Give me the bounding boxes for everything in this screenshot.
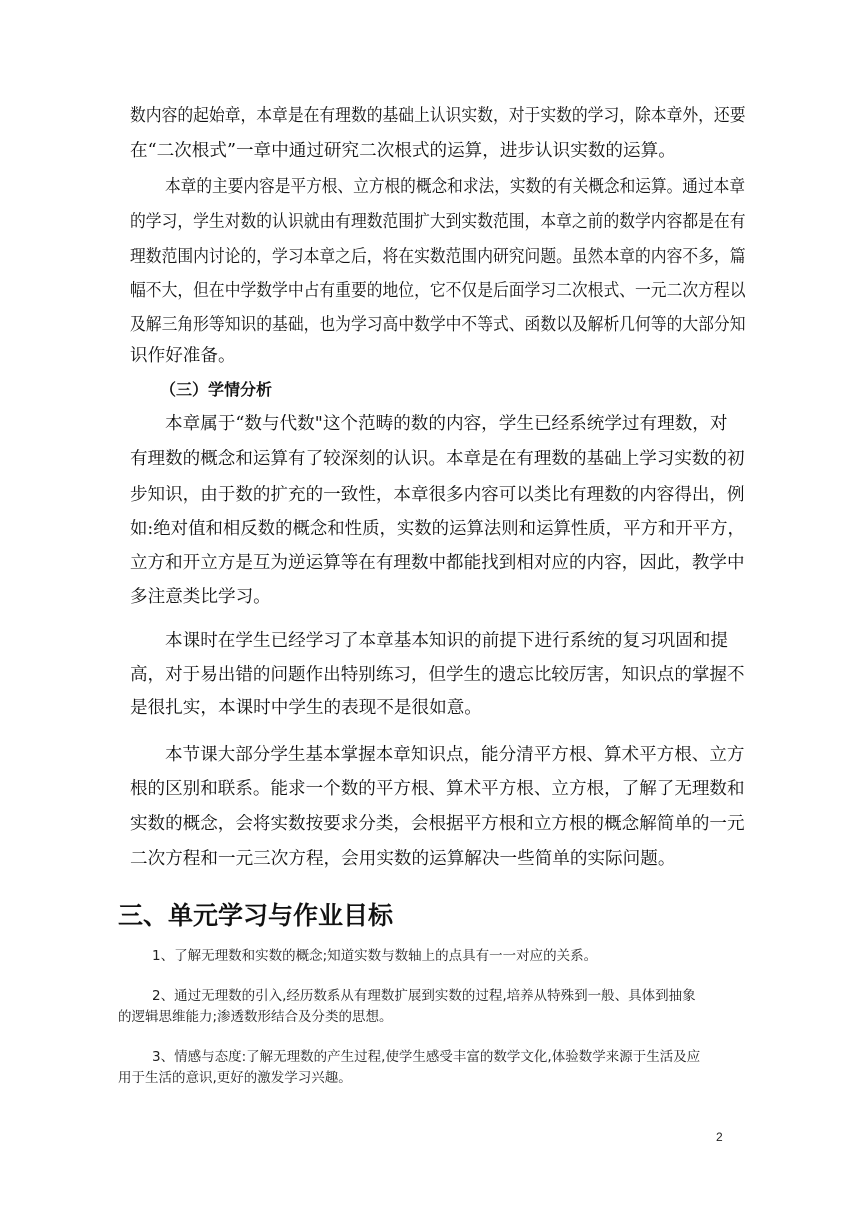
text-line: 识作好准备。: [130, 346, 236, 366]
text-line: 有理数的概念和运算有了较深刻的认识。本章是在有理数的基础上学习实数的初: [130, 449, 745, 469]
goal-item-3-line-1: 3、情感与态度:了解无理数的产生过程,使学生感受丰富的数学文化,体验数学来源于生活及应: [152, 1049, 701, 1065]
goal-item-2-line-2: 的逻辑思维能力;渗透数形结合及分类的思想。: [118, 1009, 393, 1025]
page-number: 2: [716, 1130, 723, 1144]
text-line: 多注意类比学习。: [130, 587, 271, 607]
text-line: 步知识，由于数的扩充的一致性，本章很多内容可以类比有理数的内容得出，例: [130, 485, 745, 505]
text-line: 二次方程和一元三次方程，会用实数的运算解决一些简单的实际问题。: [130, 849, 676, 869]
text-line: 立方和开立方是互为逆运算等在有理数中都能找到相对应的内容，因此，教学中: [130, 553, 745, 573]
text-line: 的学习，学生对数的认识就由有理数范围扩大到实数范围，本章之前的数学内容都是在有: [130, 212, 746, 232]
section-subheading: （三）学情分析: [160, 380, 273, 399]
text-line: 幅不大，但在中学数学中占有重要的地位，它不仅是后面学习二次根式、一元二次方程以: [130, 281, 746, 301]
text-line: 如:绝对值和相反数的概念和性质，实数的运算法则和运算性质，平方和开平方，: [130, 519, 745, 539]
goal-item-1: 1、了解无理数和实数的概念;知道实数与数轴上的点具有一一对应的关系。: [152, 948, 598, 964]
text-line: 及解三角形等知识的基础，也为学习高中数学中不等式、函数以及解析几何等的大部分知: [130, 315, 746, 335]
text-line: 数内容的起始章，本章是在有理数的基础上认识实数，对于实数的学习，除本章外，还要: [130, 106, 746, 126]
text-line: 高，对于易出错的问题作出特别练习，但学生的遗忘比较厉害，知识点的掌握不: [130, 665, 745, 685]
text-line: 本课时在学生已经学习了本章基本知识的前提下进行系统的复习巩固和提: [165, 631, 729, 651]
goal-item-2-line-1: 2、通过无理数的引入,经历数系从有理数扩展到实数的过程,培养从特殊到一般、具体到抽象: [152, 988, 696, 1004]
section-heading: 三、单元学习与作业目标: [118, 901, 394, 930]
text-line: 本章属于“数与代数"这个范畴的数的内容，学生已经系统学过有理数，对: [165, 414, 728, 434]
text-line: 是很扎实，本课时中学生的表现不是很如意。: [130, 698, 482, 718]
text-line: 本节课大部分学生基本掌握本章知识点，能分清平方根、算术平方根、立方: [165, 745, 745, 765]
text-line: 理数范围内讨论的，学习本章之后，将在实数范围内研究问题。虽然本章的内容不多，篇: [130, 247, 746, 267]
text-line: 实数的概念，会将实数按要求分类，会根据平方根和立方根的概念解简单的一元: [130, 814, 745, 834]
goal-item-3-line-2: 用于生活的意识,更好的激发学习兴趣。: [118, 1070, 352, 1086]
text-line: 本章的主要内容是平方根、立方根的概念和求法，实数的有关概念和运算。通过本章: [165, 177, 746, 197]
text-line: 在“二次根式”一章中通过研究二次根式的运算，进步认识实数的运算。: [130, 141, 676, 161]
text-line: 根的区别和联系。能求一个数的平方根、算术平方根、立方根，了解了无理数和: [130, 779, 745, 799]
